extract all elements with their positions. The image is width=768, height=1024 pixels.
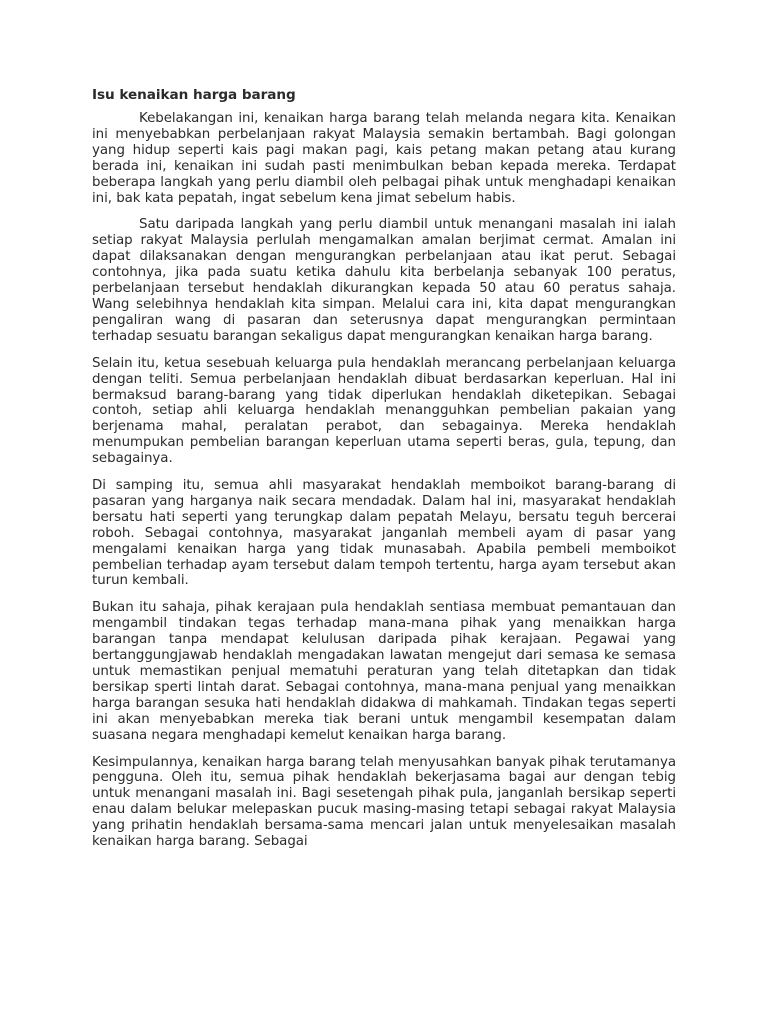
paragraph-memboikot: Di samping itu, semua ahli masyarakat hendaklah memboikot barang-barang di pasaran yang harganya naik secara mendadak. Dalam hal ini, masyarakat hendaklah bersatu hati seperti yang terungkap dalam pepatah Melayu, bersatu teguh bercerai roboh. Sebagai contohnya, masyarakat janganlah membeli ayam di pasar yang mengalami kenaikan harga yang tidak munasabah. Apabila pembeli memboikot pembelian terhadap ayam tersebut dalam tempoh tertentu, harga ayam tersebut akan turun kembali. <box>92 478 676 589</box>
document-title: Isu kenaikan harga barang <box>92 87 296 103</box>
paragraph-ketua-keluarga: Selain itu, ketua sesebuah keluarga pula hendaklah merancang perbelanjaan keluarga dengan teliti. Semua perbelanjaan hendaklah dibuat berdasarkan keperluan. Hal ini bermaksud barang-barang yang tidak diperlukan hendaklah diketepikan. Sebagai contoh, setiap ahli keluarga hendaklah menangguhkan pembelian pakaian yang berjenama mahal, peralatan perabot, dan sebagainya. Mereka hendaklah menumpukan pembelian barangan keperluan utama seperti beras, gula, tepung, dan sebagainya. <box>92 355 676 467</box>
paragraph-berjimat-cermat: Satu daripada langkah yang perlu diambil untuk menangani masalah ini ialah setiap rakyat Malaysia perlulah mengamalkan amalan berjimat cermat. Amalan ini dapat dilaksanakan dengan mengurangkan perbelanjaan atau ikat perut. Sebagai contohnya, jika pada suatu ketika dahulu kita berbelanja sebanyak 100 peratus, perbelanjaan tersebut hendaklah dikurangkan kepada 50 atau 60 peratus sahaja. Wang selebihnya hendaklah kita simpan. Melalui cara ini, kita dapat mengurangkan pengaliran wang di pasaran dan seterusnya dapat mengurangkan permintaan terhadap sesuatu barangan sekaligus dapat mengurangkan kenaikan harga barang. <box>92 217 676 344</box>
paragraph-kesimpulan: Kesimpulannya, kenaikan harga barang telah menyusahkan banyak pihak terutamanya pengguna. Oleh itu, semua pihak hendaklah bekerjasama bagai aur dengan tebig untuk menangani masalah ini. Bagi sesetengah pihak pula, janganlah bersikap seperti enau dalam belukar melepaskan pucuk masing-masing tetapi sebagai rakyat Malaysia yang prihatin hendaklah bersama-sama mencari jalan untuk menyelesaikan masalah kenaikan harga barang. Sebagai <box>92 754 676 850</box>
paragraph-introduction: Kebelakangan ini, kenaikan harga barang telah melanda negara kita. Kenaikan ini menyebabkan perbelanjaan rakyat Malaysia semakin bertambah. Bagi golongan yang hidup seperti kais pagi makan pagi, kais petang makan petang atau kurang berada ini, kenaikan ini sudah pasti menimbulkan beban kepada mereka. Terdapat beberapa langkah yang perlu diambil oleh pelbagai pihak untuk menghadapi kenaikan ini, bak kata pepatah, ingat sebelum kena jimat sebelum habis. <box>92 111 676 206</box>
paragraph-kerajaan: Bukan itu sahaja, pihak kerajaan pula hendaklah sentiasa membuat pemantauan dan mengambil tindakan tegas terhadap mana-mana pihak yang menaikkan harga barangan tanpa mendapat kelulusan daripada pihak kerajaan. Pegawai yang bertanggungjawab hendaklah mengadakan lawatan mengejut dari semasa ke semasa untuk memastikan penjual mematuhi peraturan yang telah ditetapkan dan tidak bersikap sperti lintah darat. Sebagai contohnya, mana-mana penjual yang menaikkan harga barangan sesuka hati hendaklah didakwa di mahkamah. Tindakan tegas seperti ini akan menyebabkan mereka tiak berani untuk mengambil kesempatan dalam suasana negara menghadapi kemelut kenaikan harga barang. <box>92 600 676 743</box>
document-body <box>92 86 676 861</box>
